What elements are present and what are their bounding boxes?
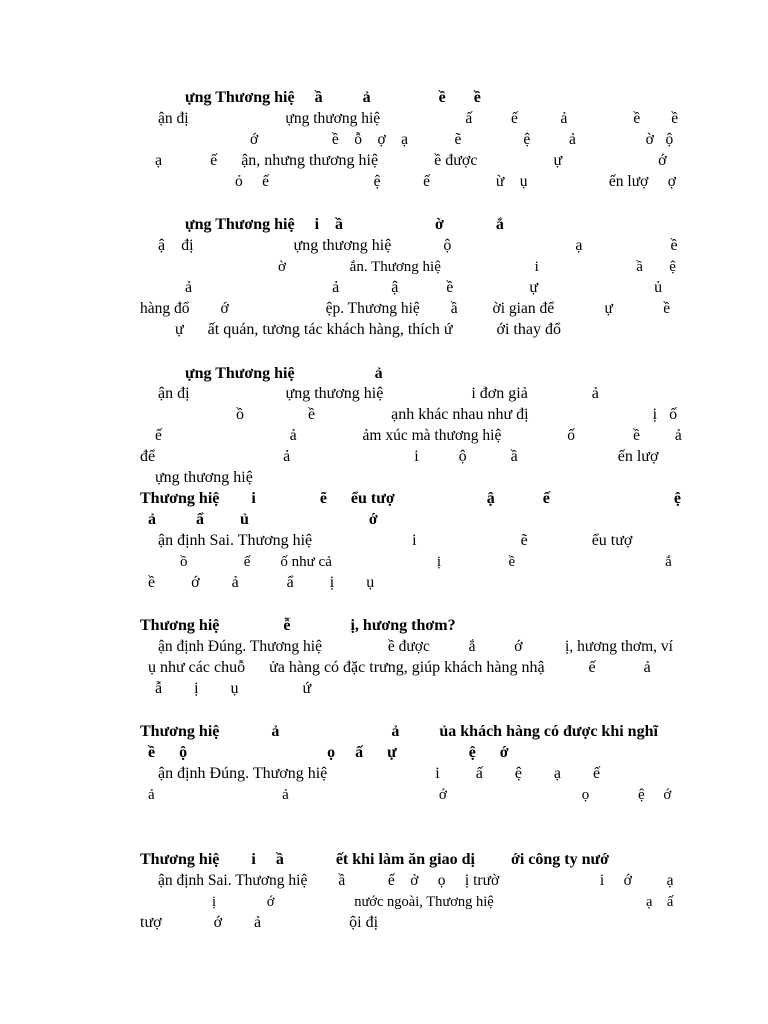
section-3-line-1: ận đị ựng thương hiệ i đơn giả ả [158, 385, 599, 402]
section-3-line-3: ế ả ảm xúc mà thương hiệ ố ề ả [155, 427, 682, 444]
section-2-line-2: ờ ắn. Thương hiệ i ầ ệ [278, 259, 676, 275]
section-5-question: Thương hiệ ả ả ủa khách hàng có được khi nghĩ [140, 723, 658, 740]
section-3-line-2: ồ ề ạnh khác nhau như đị ị ố [236, 406, 678, 423]
section-3-answer-1: ận định Sai. Thương hiệ i ẽ ểu tượ [158, 532, 633, 549]
section-3-answer-2: ồ ế ố như cả ị ề ắ [180, 554, 672, 570]
section-3-question-cont: ả ẩ ủ ớ [148, 511, 378, 528]
section-3-heading: ựng Thương hiệ ả [185, 365, 383, 382]
section-4-answer-2: ụ như các chuỗ ửa hàng có đặc trưng, giúp khách hàng nhậ ế ả [148, 659, 651, 676]
section-4-answer-1: ận định Đúng. Thương hiệ ề được ắ ớ ị, hương thơm, ví [158, 638, 673, 655]
section-5-answer-1: ận định Đúng. Thương hiệ i ấ ệ ạ ế [158, 765, 601, 782]
section-2-line-3: ả ả ậ ề ự ủ [185, 279, 663, 296]
section-6-question: Thương hiệ i ầ ết khi làm ăn giao dị ới công ty nướ [140, 851, 609, 868]
section-1-heading: ựng Thương hiệ ầ ả ề ề [185, 89, 481, 106]
section-3-question: Thương hiệ i ẽ ểu tượ ậ ế ệ [140, 490, 681, 507]
section-2-line-5: ự ất quán, tương tác khách hàng, thích ứ ới thay đổ [175, 321, 561, 338]
section-3-line-5: ựng thương hiệ [155, 469, 253, 486]
section-4-answer-3: ẫ ị ụ ứ [155, 680, 312, 697]
section-1-line-1: ận đị ựng thương hiệ ấ ế ả ề ề [158, 110, 679, 127]
section-1-line-2: ớ ề ỗ ợ ạ ẽ ệ ả ờ ộ [250, 131, 674, 148]
section-6-answer-3: tượ ớ ả ội đị [140, 914, 379, 931]
section-5-question-cont: ề ộ ọ ấ ự ệ ớ [148, 744, 509, 761]
section-2-line-4: hàng đổ ớ ệp. Thương hiệ ầ ời gian để ự ề [140, 300, 671, 317]
section-3-line-4: để ả i ộ ầ ến lượ [140, 448, 659, 465]
section-3-answer-3: ề ớ ả ẩ ị ụ [148, 574, 375, 591]
section-2-heading: ựng Thương hiệ i ầ ờ ắ [185, 216, 504, 233]
section-6-answer-1: ận định Sai. Thương hiệ ầ ế ở ọ ị trườ i ớ ạ [158, 872, 674, 889]
section-4-question: Thương hiệ ễ ị, hương thơm? [140, 617, 456, 634]
section-5-answer-2: ả ả ớ ọ ệ ớ [148, 787, 672, 803]
section-2-line-1: ậ đị ựng thương hiệ ộ ạ ề [158, 237, 678, 254]
section-6-answer-2: ị ớ nước ngoài, Thương hiệ ạ ấ [212, 894, 674, 910]
section-1-line-4: ỏ ế ệ ế ừ ụ ến lượ ợ [235, 173, 676, 190]
section-1-line-3: ạ ế ận, nhưng thương hiệ ề được ự ớ [155, 152, 667, 169]
